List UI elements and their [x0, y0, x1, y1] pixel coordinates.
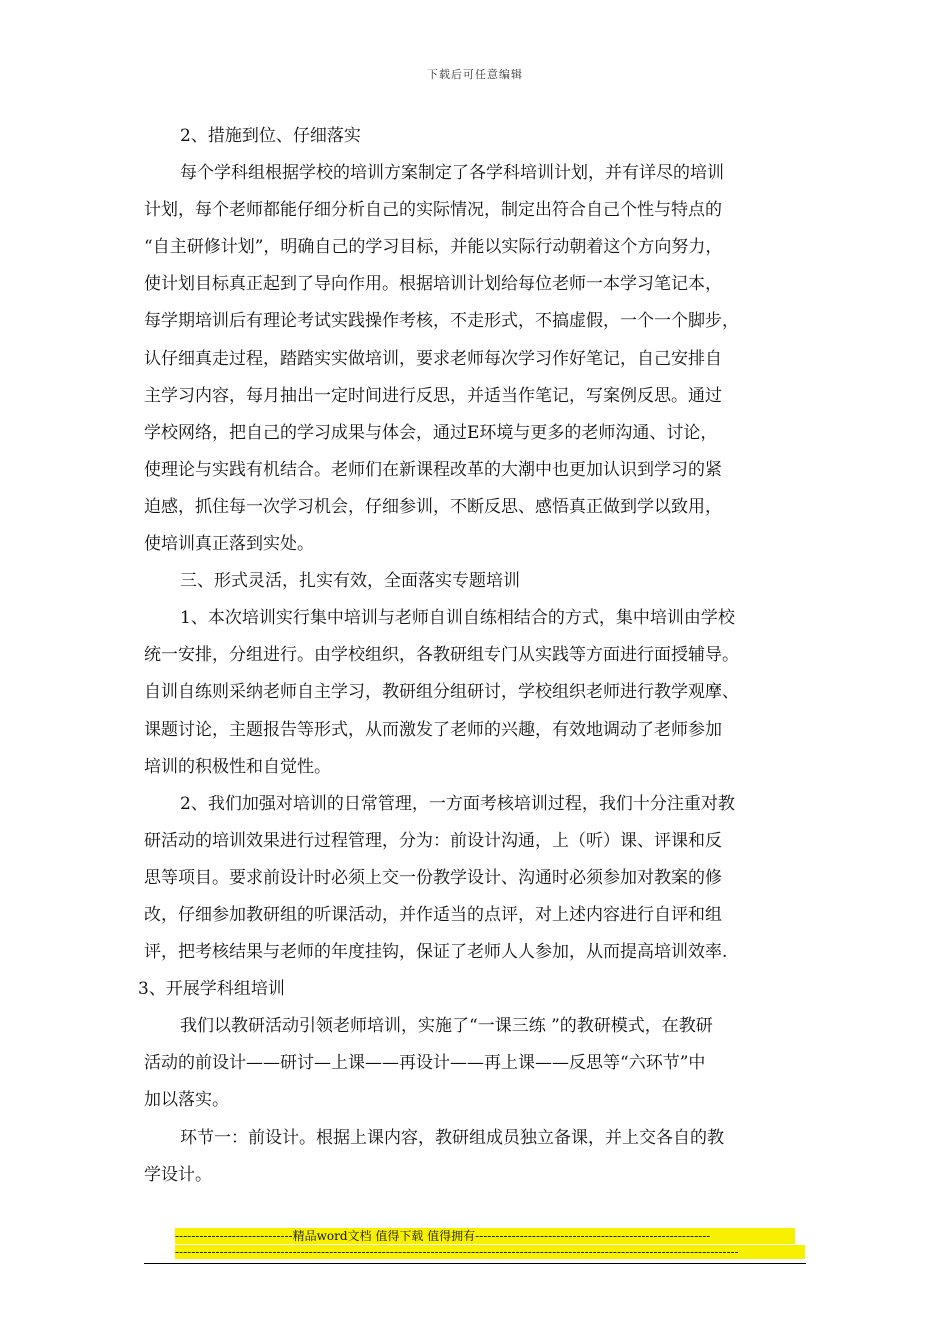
text-line: 课题讨论，主题报告等形式，从而激发了老师的兴趣，有效地调动了老师参加: [144, 719, 722, 740]
text-line: 研活动的培训效果进行过程管理，分为：前设计沟通，上（听）课、评课和反: [144, 830, 722, 851]
text-line: 使计划目标真正起到了导向作用。根据培训计划给每位老师一本学习笔记本，: [144, 274, 722, 295]
text-line: 每学期培训后有理论考试实践操作考核，不走形式，不搞虚假，一个一个脚步，: [144, 311, 739, 332]
text-line: 自训自练则采纳老师自主学习，教研组分组研讨，学校组织老师进行教学观摩、: [144, 682, 739, 703]
text-line: 3、开展学科组培训: [138, 979, 285, 1000]
text-line: 主学习内容，每月抽出一定时间进行反思，并适当作笔记，写案例反思。通过: [144, 385, 722, 406]
text-line: 三、形式灵活，扎实有效，全面落实专题培训: [180, 571, 520, 592]
text-line: 统一安排，分组进行。由学校组织，各教研组专门从实践等方面进行面授辅导。: [144, 645, 739, 666]
text-line: 认仔细真走过程，踏踏实实做培训，要求老师每次学习作好笔记，自己安排自: [144, 348, 722, 369]
document-body: [138, 118, 809, 1194]
text-line: 思等项目。要求前设计时必须上交一份教学设计、沟通时必须参加对教案的修: [144, 867, 722, 888]
text-line: 使理论与实践有机结合。老师们在新课程改革的大潮中也更加认识到学习的紧: [144, 459, 722, 480]
page-header: 下载后可任意编辑: [427, 68, 523, 81]
text-line: 环节一：前设计。根据上课内容，教研组成员独立备课，并上交各自的教: [180, 1127, 724, 1148]
text-line: 活动的前设计——研讨—上课——再设计——再上课——反思等“六环节”中: [144, 1053, 706, 1074]
text-line: “自主研修计划”，明确自己的学习目标，并能以实际行动朝着这个方向努力，: [144, 237, 723, 258]
text-line: 我们以教研活动引领老师培训，实施了“一课三练 ”的教研模式，在教研: [180, 1016, 713, 1037]
text-line: 1、本次培训实行集中培训与老师自训自练相结合的方式，集中培训由学校: [180, 608, 735, 629]
text-line: 学设计。: [144, 1164, 212, 1185]
footer-divider: [144, 1263, 806, 1264]
text-line: 使培训真正落到实处。: [144, 534, 314, 555]
footer-banner-line1: -----------------------------精品word文档 值得下载 值得拥有----------------------------------------------------------: [175, 1228, 795, 1244]
text-line: 2、措施到位、仔细落实: [180, 126, 361, 146]
footer-banner-line2: -------------------------------------------------------------------------------------------------------------------------------------------: [175, 1245, 805, 1259]
text-line: 培训的积极性和自觉性。: [144, 756, 331, 777]
text-line: 计划，每个老师都能仔细分析自己的实际情况，制定出符合自己个性与特点的: [144, 200, 722, 221]
text-line: 改，仔细参加教研组的听课活动，并作适当的点评，对上述内容进行自评和组: [144, 904, 722, 925]
text-line: 学校网络，把自己的学习成果与体会，通过E环境与更多的老师沟通、讨论，: [144, 422, 718, 443]
text-line: 评，把考核结果与老师的年度挂钩，保证了老师人人参加，从而提高培训效率.: [144, 942, 728, 963]
text-line: 2、我们加强对培训的日常管理，一方面考核培训过程，我们十分注重对教: [180, 793, 735, 814]
text-line: 每个学科组根据学校的培训方案制定了各学科培训计划，并有详尽的培训: [180, 163, 724, 184]
text-line: 迫感，抓住每一次学习机会，仔细参训，不断反思、感悟真正做到学以致用，: [144, 496, 722, 517]
text-line: 加以落实。: [144, 1090, 229, 1111]
